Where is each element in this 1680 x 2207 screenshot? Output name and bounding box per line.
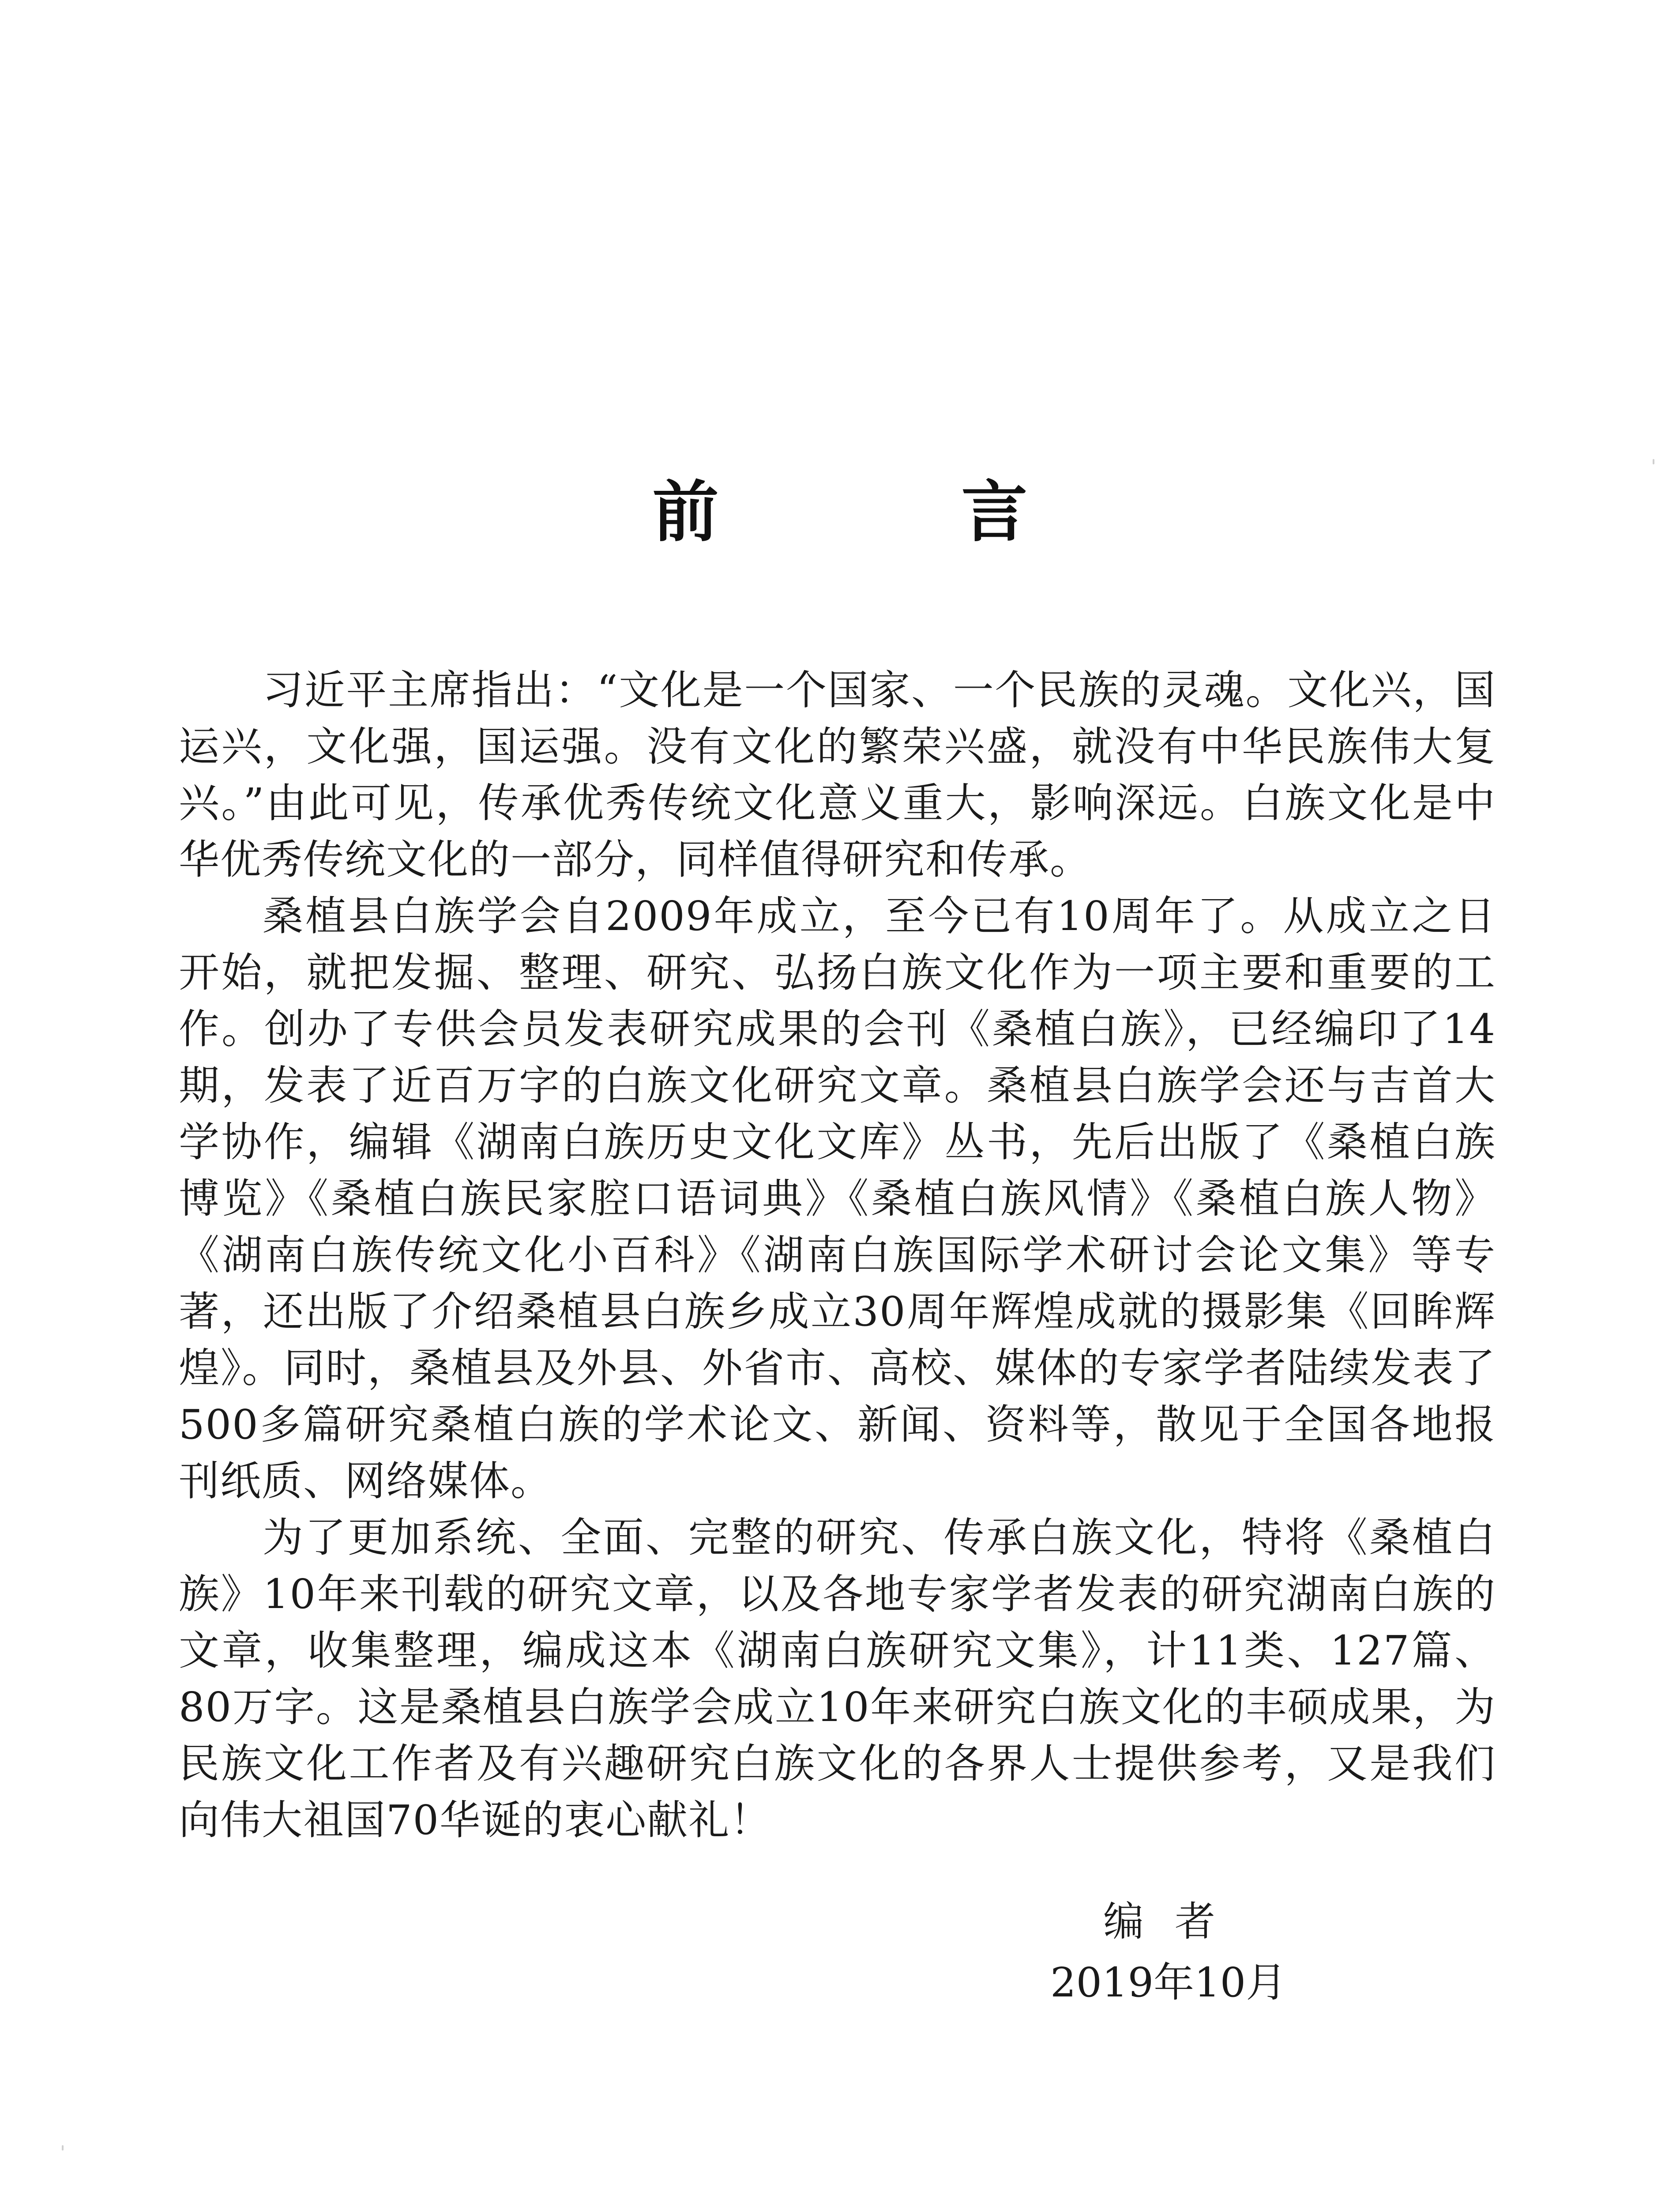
scan-speck (62, 2145, 64, 2151)
paragraph-3: 为了更加系统、全面、完整的研究、传承白族文化，特将《桑植白族》10年来刊载的研究文章，以及各地专家学者发表的研究湖南白族的文章，收集整理，编成这本《湖南白族研究文集》，计11类、127篇、80万字。这是桑植县白族学会成立10年来研究白族文化的丰硕成果，为民族文化工作者及有兴趣研究白族文化的各界人士提供参考，又是我们向伟大祖国70华诞的衷心献礼！ (179, 1514, 1496, 1844)
page-title: 前 言 (652, 474, 1116, 551)
preface-body (179, 662, 1496, 1849)
signature-block (1050, 1894, 1359, 2011)
signature-date: 2019年10月 (1050, 1959, 1287, 2006)
paragraph-2: 桑植县白族学会自2009年成立，至今已有10周年了。从成立之日开始，就把发掘、整理、研究、弘扬白族文化作为一项主要和重要的工作。创办了专供会员发表研究成果的会刊《桑植白族》，已经编印了14期，发表了近百万字的白族文化研究文章。桑植县白族学会还与吉首大学协作，编辑《湖南白族历史文化文库》丛书，先后出版了《桑植白族博览》《桑植白族民家腔口语词典》《桑植白族风情》《桑植白族人物》《湖南白族传统文化小百科》《湖南白族国际学术研讨会论文集》等专著，还出版了介绍桑植县白族乡成立30周年辉煌成就的摄影集《回眸辉煌》。同时，桑植县及外县、外省市、高校、媒体的专家学者陆续发表了500多篇研究桑植白族的学术论文、新闻、资料等，散见于全国各地报刊纸质、网络媒体。 (179, 893, 1496, 1505)
signature-author: 编者 (1103, 1898, 1247, 1945)
scan-speck (1653, 459, 1654, 464)
paragraph-1: 习近平主席指出：“文化是一个国家、一个民族的灵魂。文化兴，国运兴，文化强，国运强。没有文化的繁荣兴盛，就没有中华民族伟大复兴。”由此可见，传承优秀传统文化意义重大，影响深远。白族文化是中华优秀传统文化的一部分，同样值得研究和传承。 (179, 667, 1496, 883)
